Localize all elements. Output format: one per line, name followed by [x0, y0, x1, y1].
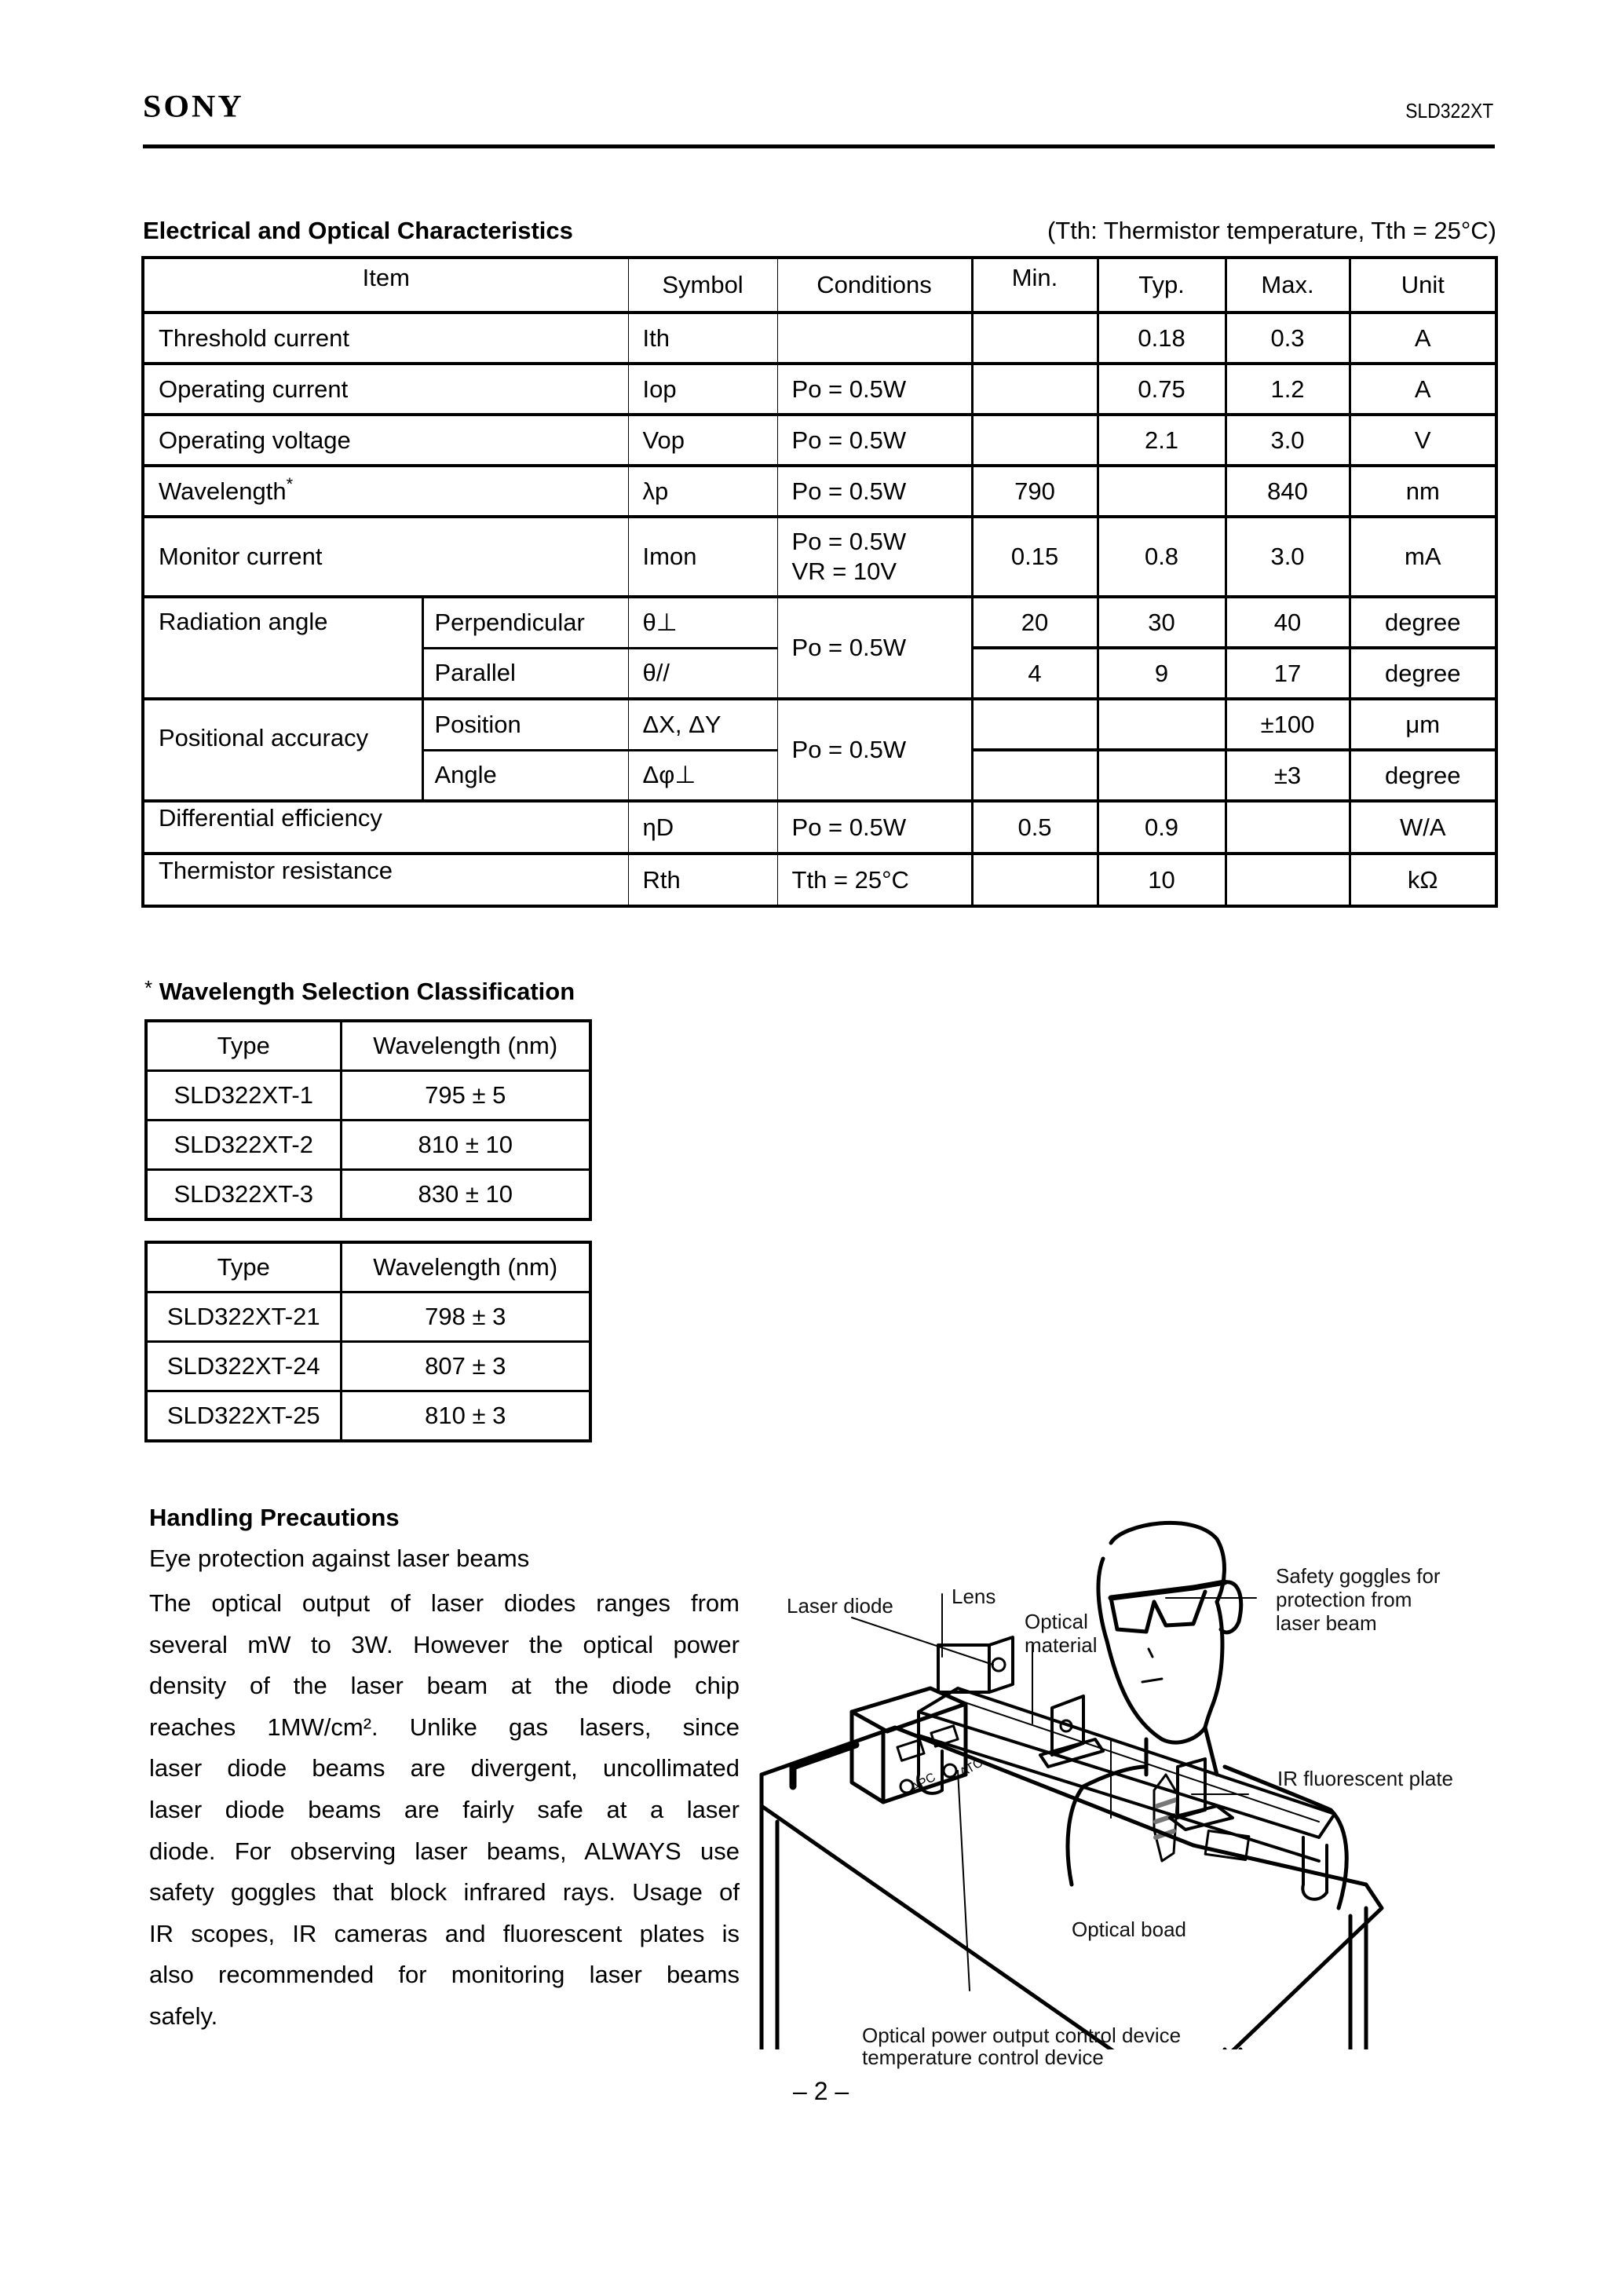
table-row — [146, 1170, 590, 1220]
symbol-cell: λp — [628, 466, 777, 517]
symbol-cell: θ⊥ — [628, 597, 777, 648]
max-cell: 0.3 — [1226, 313, 1350, 364]
max-cell: 840 — [1226, 466, 1350, 517]
document-id: SLD322XT — [1405, 99, 1493, 122]
conditions-cell: Po = 0.5W — [777, 466, 972, 517]
table-header-row — [146, 1021, 590, 1071]
col-wavelength: Wavelength (nm) — [341, 1021, 590, 1071]
paragraph-line: density of the laser beam at the diode chip — [149, 1672, 740, 1700]
conditions-cell: Po = 0.5W — [777, 597, 972, 699]
table-row — [146, 1342, 590, 1391]
item-cell: Differential efficiency — [143, 801, 628, 854]
typ-cell — [1098, 699, 1226, 750]
typ-cell: 10 — [1098, 854, 1226, 906]
paragraph-line: also recommended for monitoring laser beams — [149, 1961, 740, 1989]
condition-line: Po = 0.5W — [791, 528, 907, 555]
symbol-cell: Vop — [628, 415, 777, 466]
col-item: Item — [143, 258, 628, 313]
typ-cell: 9 — [1098, 648, 1226, 699]
min-cell: 20 — [972, 597, 1098, 648]
typ-cell — [1098, 750, 1226, 801]
label-optical-board: Optical boad — [1072, 1918, 1186, 1941]
max-cell: ±100 — [1226, 699, 1350, 750]
table-header-row — [143, 258, 1496, 313]
paragraph-line: IR scopes, IR cameras and fluorescent plates is — [149, 1919, 740, 1947]
item-cell: Threshold current — [143, 313, 628, 364]
unit-cell: W/A — [1350, 801, 1496, 854]
label-control-device — [862, 2024, 1181, 2068]
wavelength-cell: 810 ± 10 — [341, 1121, 590, 1170]
characteristics-title: Electrical and Optical Characteristics — [143, 217, 573, 244]
label-line: protection from — [1276, 1588, 1412, 1611]
label-ir-fluorescent-plate: IR fluorescent plate — [1277, 1767, 1454, 1790]
max-cell: 3.0 — [1226, 517, 1350, 597]
handling-title: Handling Precautions — [149, 1504, 400, 1531]
characteristics-table — [141, 256, 1498, 908]
sub-item-cell: Perpendicular — [422, 597, 628, 648]
label-line: Optical power output control device — [862, 2024, 1182, 2047]
symbol-cell: Δφ⊥ — [628, 750, 777, 801]
type-cell: SLD322XT-1 — [146, 1071, 341, 1121]
label-atc: ATC — [957, 1756, 985, 1780]
wavelength-cell: 798 ± 3 — [341, 1292, 590, 1342]
col-symbol: Symbol — [628, 258, 777, 313]
label-safety-goggles — [1276, 1564, 1441, 1635]
label-line: Optical — [1025, 1610, 1088, 1633]
col-type: Type — [146, 1242, 341, 1292]
type-cell: SLD322XT-2 — [146, 1121, 341, 1170]
min-cell: 0.15 — [972, 517, 1098, 597]
section-title-text: Wavelength Selection Classification — [159, 978, 575, 1005]
wavelength-table-2 — [144, 1241, 592, 1442]
table-row — [143, 313, 1496, 364]
label-line: Safety goggles for — [1276, 1564, 1441, 1588]
col-max: Max. — [1226, 258, 1350, 313]
symbol-cell: ΔX, ΔY — [628, 699, 777, 750]
min-cell — [972, 854, 1098, 906]
max-cell: 3.0 — [1226, 415, 1350, 466]
wavelength-cell: 795 ± 5 — [341, 1071, 590, 1121]
label-line: material — [1025, 1633, 1098, 1657]
condition-note: (Tth: Thermistor temperature, Tth = 25°C) — [1047, 217, 1496, 244]
unit-cell: kΩ — [1350, 854, 1496, 906]
symbol-cell: Imon — [628, 517, 777, 597]
typ-cell: 0.75 — [1098, 364, 1226, 415]
label-lens: Lens — [952, 1585, 996, 1608]
wavelength-section-title — [144, 978, 575, 1006]
label-line: temperature control device — [862, 2046, 1104, 2069]
conditions-cell: Po = 0.5W — [777, 801, 972, 854]
item-cell: Operating current — [143, 364, 628, 415]
conditions-cell: Tth = 25°C — [777, 854, 972, 906]
sony-logo: SONY — [143, 90, 244, 124]
paragraph-line: safely. — [149, 2002, 218, 2030]
laser-diode-mount-icon — [938, 1637, 1013, 1692]
type-cell: SLD322XT-24 — [146, 1342, 341, 1391]
unit-cell: μm — [1350, 699, 1496, 750]
asterisk-mark: * — [144, 976, 153, 1000]
paragraph-line: The optical output of laser diodes ranges from — [149, 1589, 740, 1617]
max-cell — [1226, 801, 1350, 854]
table-row — [143, 801, 1496, 854]
unit-cell: A — [1350, 313, 1496, 364]
max-cell: 1.2 — [1226, 364, 1350, 415]
unit-cell: V — [1350, 415, 1496, 466]
control-box-icon — [793, 1688, 966, 1802]
conditions-cell — [777, 517, 972, 597]
unit-cell: degree — [1350, 597, 1496, 648]
max-cell: 17 — [1226, 648, 1350, 699]
max-cell: ±3 — [1226, 750, 1350, 801]
typ-cell: 0.9 — [1098, 801, 1226, 854]
table-row — [143, 466, 1496, 517]
label-line: laser beam — [1276, 1611, 1377, 1635]
symbol-cell: Rth — [628, 854, 777, 906]
conditions-cell: Po = 0.5W — [777, 699, 972, 801]
table-row — [143, 699, 1496, 750]
unit-cell: nm — [1350, 466, 1496, 517]
col-conditions: Conditions — [777, 258, 972, 313]
type-cell: SLD322XT-3 — [146, 1170, 341, 1220]
table-row — [143, 364, 1496, 415]
paragraph-line: laser diode beams are divergent, uncollimated — [149, 1754, 740, 1782]
table-row — [146, 1121, 590, 1170]
item-cell: Radiation angle — [143, 597, 422, 699]
item-cell — [143, 466, 628, 517]
sub-item-cell: Position — [422, 699, 628, 750]
table-row — [143, 517, 1496, 597]
header-rule — [143, 144, 1495, 148]
min-cell — [972, 364, 1098, 415]
col-min: Min. — [972, 258, 1098, 313]
symbol-cell: ηD — [628, 801, 777, 854]
unit-cell: degree — [1350, 750, 1496, 801]
min-cell: 4 — [972, 648, 1098, 699]
unit-cell: degree — [1350, 648, 1496, 699]
item-cell: Thermistor resistance — [143, 854, 628, 906]
min-cell: 790 — [972, 466, 1098, 517]
max-cell: 40 — [1226, 597, 1350, 648]
label-laser-diode: Laser diode — [787, 1594, 893, 1618]
wavelength-cell: 830 ± 10 — [341, 1170, 590, 1220]
conditions-cell — [777, 313, 972, 364]
symbol-cell: Iop — [628, 364, 777, 415]
typ-cell: 2.1 — [1098, 415, 1226, 466]
symbol-cell: θ// — [628, 648, 777, 699]
paragraph-line: laser diode beams are fairly safe at a laser — [149, 1795, 740, 1823]
table-row — [146, 1292, 590, 1342]
min-cell — [972, 313, 1098, 364]
optical-rail-icon — [918, 1688, 1335, 1899]
unit-cell: A — [1350, 364, 1496, 415]
table-row — [146, 1071, 590, 1121]
wavelength-cell: 807 ± 3 — [341, 1342, 590, 1391]
col-typ: Typ. — [1098, 258, 1226, 313]
paragraph-line: reaches 1MW/cm². Unlike gas lasers, since — [149, 1713, 740, 1741]
max-cell — [1226, 854, 1350, 906]
paragraph-line: safety goggles that block infrared rays. Usage of — [149, 1878, 740, 1907]
symbol-cell: Ith — [628, 313, 777, 364]
page-number: – 2 – — [793, 2077, 849, 2105]
paragraph-line: several mW to 3W. However the optical power — [149, 1630, 740, 1658]
handling-subtitle: Eye protection against laser beams — [149, 1545, 530, 1572]
col-wavelength: Wavelength (nm) — [341, 1242, 590, 1292]
condition-line: VR = 10V — [791, 558, 897, 585]
table-row — [143, 597, 1496, 648]
handling-paragraph — [149, 1583, 740, 2038]
conditions-cell: Po = 0.5W — [777, 415, 972, 466]
typ-cell: 0.8 — [1098, 517, 1226, 597]
wavelength-cell: 810 ± 3 — [341, 1391, 590, 1442]
unit-cell: mA — [1350, 517, 1496, 597]
sub-item-cell: Angle — [422, 750, 628, 801]
min-cell: 0.5 — [972, 801, 1098, 854]
item-label: Wavelength — [159, 477, 287, 505]
item-cell: Positional accuracy — [143, 699, 422, 801]
col-type: Type — [146, 1021, 341, 1071]
col-unit: Unit — [1350, 258, 1496, 313]
label-apc: APC — [908, 1770, 938, 1796]
typ-cell: 0.18 — [1098, 313, 1226, 364]
conditions-cell: Po = 0.5W — [777, 364, 972, 415]
paragraph-line: diode. For observing laser beams, ALWAYS use — [149, 1837, 740, 1865]
sub-item-cell: Parallel — [422, 648, 628, 699]
wavelength-table-1 — [144, 1019, 592, 1221]
min-cell — [972, 750, 1098, 801]
min-cell — [972, 699, 1098, 750]
typ-cell: 30 — [1098, 597, 1226, 648]
item-cell: Monitor current — [143, 517, 628, 597]
asterisk-mark: * — [286, 473, 294, 494]
type-cell: SLD322XT-25 — [146, 1391, 341, 1442]
min-cell — [972, 415, 1098, 466]
table-row — [143, 415, 1496, 466]
label-optical-material — [1025, 1610, 1097, 1657]
table-header-row — [146, 1242, 590, 1292]
item-cell: Operating voltage — [143, 415, 628, 466]
type-cell: SLD322XT-21 — [146, 1292, 341, 1342]
typ-cell — [1098, 466, 1226, 517]
table-row — [146, 1391, 590, 1442]
table-row — [143, 854, 1496, 906]
